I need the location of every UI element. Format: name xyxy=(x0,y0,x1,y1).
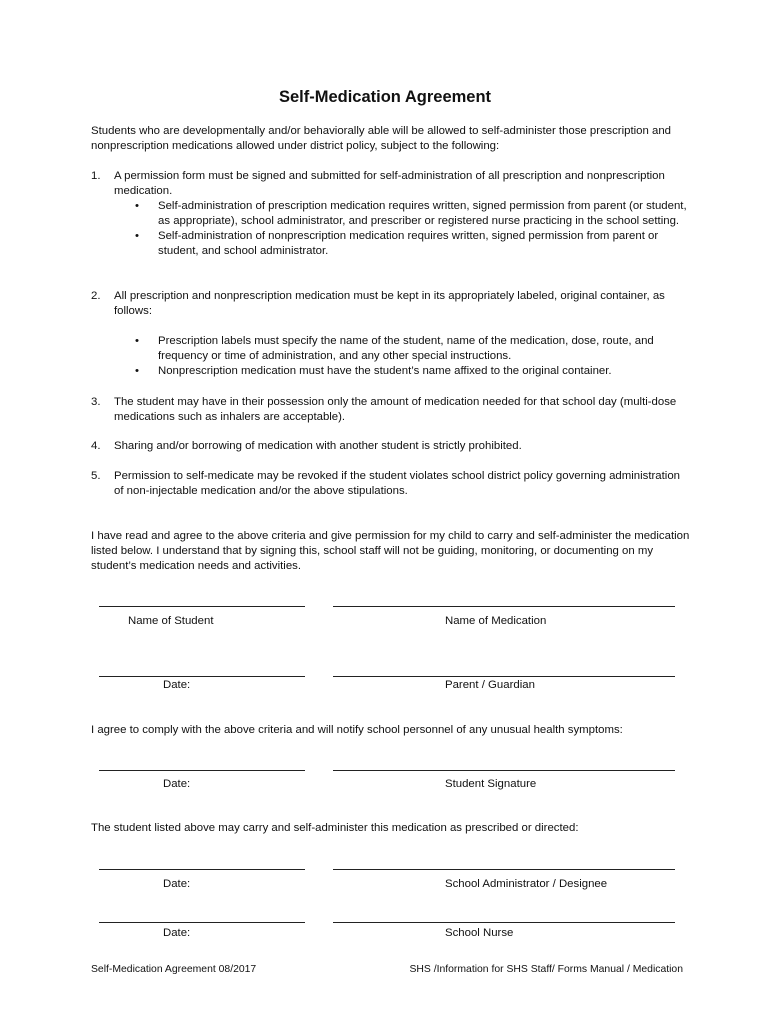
signature-line[interactable] xyxy=(99,770,305,771)
footer-right: SHS /Information for SHS Staff/ Forms Manual / Medication xyxy=(409,964,683,975)
signature-line[interactable] xyxy=(99,676,305,677)
list-item xyxy=(91,395,691,425)
signature-line[interactable] xyxy=(333,770,675,771)
date-label: Date: xyxy=(163,927,191,939)
item-text: A permission form must be signed and submitted for self-administration of all prescription and nonprescription medication. xyxy=(114,170,665,197)
signature-line[interactable] xyxy=(333,606,675,607)
signature-label: School Administrator / Designee xyxy=(445,878,608,890)
item-number: 4. xyxy=(91,440,101,452)
date-label: Date: xyxy=(163,878,191,890)
item-text: All prescription and nonprescription medication must be kept in its appropriately labeled, original container, as follows: xyxy=(114,290,665,317)
student-agree-statement: I agree to comply with the above criteria and will notify school personnel of any unusual health symptoms: xyxy=(91,724,623,736)
list-item xyxy=(91,289,691,379)
list-item xyxy=(91,469,691,499)
item-number: 3. xyxy=(91,396,101,408)
signature-label: Name of Medication xyxy=(445,615,547,627)
date-label: Date: xyxy=(163,679,191,691)
signature-label: Student Signature xyxy=(445,778,537,790)
signature-line[interactable] xyxy=(333,922,675,923)
list-item xyxy=(91,169,691,259)
signature-line[interactable] xyxy=(99,606,305,607)
item-text: Permission to self-medicate may be revoked if the student violates school district policy governing administration of non-injectable medication and/or the above stipulations. xyxy=(114,470,681,497)
bullet-list xyxy=(91,199,691,259)
admin-statement: The student listed above may carry and self-administer this medication as prescribed or directed: xyxy=(91,822,579,834)
signature-line[interactable] xyxy=(99,922,305,923)
signature-label: Name of Student xyxy=(128,615,214,627)
bullet-list xyxy=(91,334,691,379)
signature-label: School Nurse xyxy=(445,927,514,939)
intro-paragraph: Students who are developmentally and/or behaviorally able will be allowed to self-administer those prescription and nonprescription medications allowed under district policy, subject to the following: xyxy=(91,125,671,152)
signature-line[interactable] xyxy=(333,676,675,677)
bullet-item: • Prescription labels must specify the name of the student, name of the medication, dose, route, and frequency or time of administration, and any other special instructions. xyxy=(91,334,691,364)
item-number: 5. xyxy=(91,470,101,482)
signature-label: Parent / Guardian xyxy=(445,679,535,691)
footer-left: Self-Medication Agreement 08/2017 xyxy=(91,964,257,975)
bullet-item: • Self-administration of nonprescription medication requires written, signed permission from parent or student, and school administrator. xyxy=(91,229,691,259)
item-text: The student may have in their possession only the amount of medication needed for that school day (multi-dose medications such as inhalers are acceptable). xyxy=(114,396,677,423)
date-label: Date: xyxy=(163,778,191,790)
bullet-item: • Self-administration of prescription medication requires written, signed permission from parent (or student, as appropriate), school administrator, and prescriber or registered nurse practicing in the school setting. xyxy=(91,199,691,229)
item-number: 1. xyxy=(91,170,101,182)
list-item xyxy=(91,439,691,454)
bullet-item: • Nonprescription medication must have the student’s name affixed to the original container. xyxy=(91,364,691,379)
page-title: Self-Medication Agreement xyxy=(278,88,492,106)
signature-line[interactable] xyxy=(99,869,305,870)
consent-paragraph: I have read and agree to the above criteria and give permission for my child to carry and self-administer the medication listed below. I understand that by signing this, school staff will not be guiding, monitoring, or documenting on my student’s medication needs and activities. xyxy=(91,530,690,572)
signature-line[interactable] xyxy=(333,869,675,870)
item-number: 2. xyxy=(91,290,101,302)
item-text: Sharing and/or borrowing of medication with another student is strictly prohibited. xyxy=(114,440,522,452)
